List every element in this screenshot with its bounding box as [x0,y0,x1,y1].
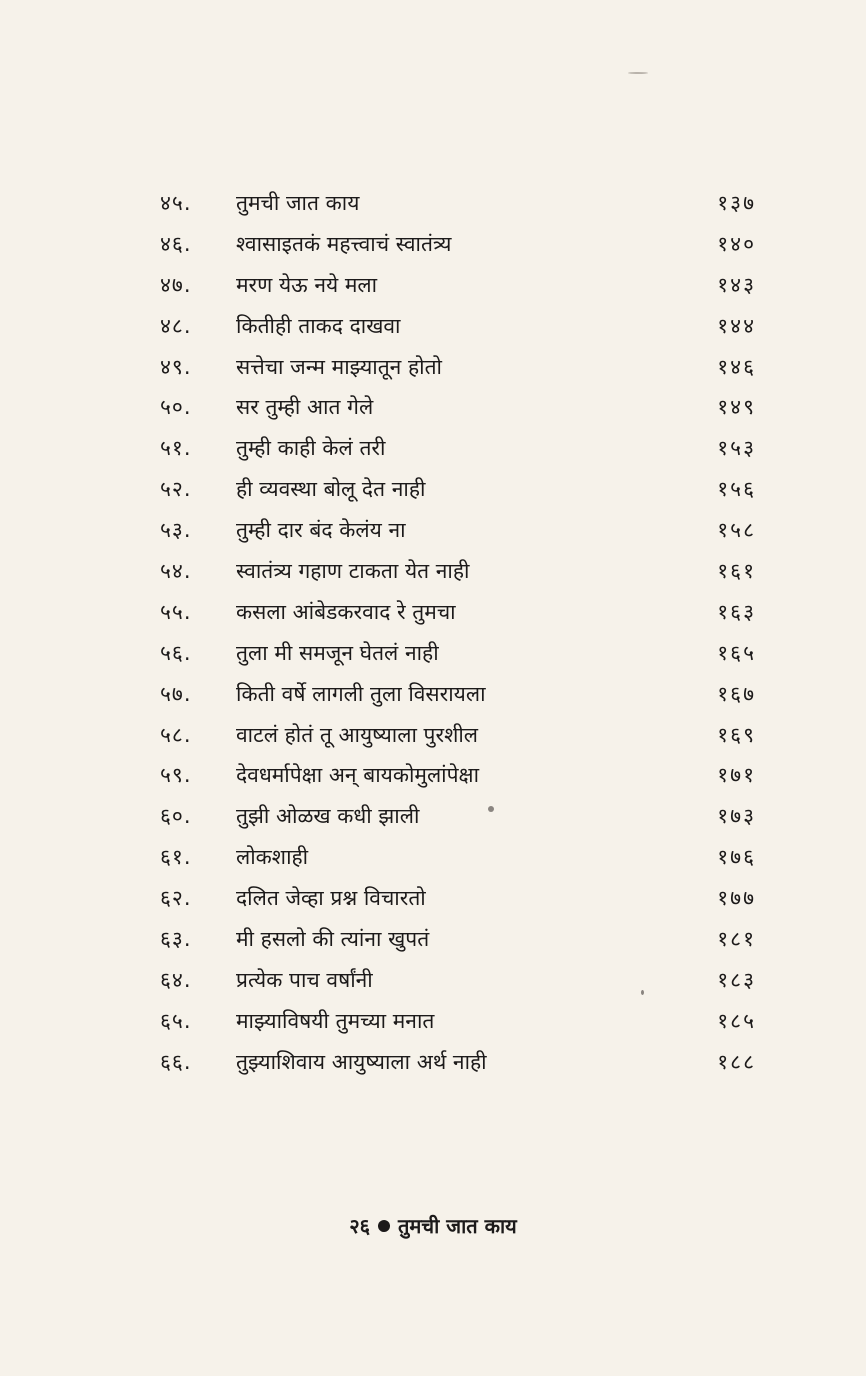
toc-entry [160,878,756,919]
toc-entry-title: दलित जेव्हा प्रश्न विचारतो [236,886,426,911]
toc-entry-title: तुझी ओळख कधी झाली [236,804,420,829]
toc-entry-number: ४६. [160,231,192,256]
toc-entry [160,1042,756,1083]
toc-entry-page: १८८ [717,1049,756,1074]
toc-entry-title: स्वातंत्र्य गहाण टाकता येत नाही [236,559,470,584]
toc-entry-title: वाटलं होतं तू आयुष्याला पुरशील [236,722,479,747]
toc-entry-title: माझ्याविषयी तुमच्या मनात [236,1008,435,1033]
toc-entry-page: १५६ [717,477,756,502]
toc-entry [160,347,756,388]
toc-entry-page: १८१ [717,927,756,952]
toc-entry-title: श्वासाइतकं महत्त्वाचं स्वातंत्र्य [236,231,452,256]
toc-entry-title: सर तुम्ही आत गेले [236,395,374,420]
toc-entry [160,674,756,715]
toc-entry-title: कसला आंबेडकरवाद रे तुमचा [236,599,456,624]
toc-entry-title: सत्तेचा जन्म माझ्यातून होतो [236,354,443,379]
toc-entry-number: ६६. [160,1049,192,1074]
toc-entry [160,837,756,878]
toc-entry-number: ६५. [160,1008,192,1033]
footer-book-title: तुमची जात काय [398,1214,517,1238]
toc-entry-page: १६९ [717,722,756,747]
toc-entry-number: ५५. [160,599,192,624]
footer-page-number: २६ [349,1214,371,1238]
toc-entry [160,183,756,224]
toc-entry-page: १६५ [717,640,756,665]
toc-entry-title: कितीही ताकद दाखवा [236,313,401,338]
toc-entry-page: १५३ [717,436,756,461]
toc-entry [160,510,756,551]
toc-entry [160,633,756,674]
toc-entry [160,592,756,633]
toc-entry-page: १७६ [717,845,756,870]
toc-entry [160,960,756,1001]
toc-entry [160,1001,756,1042]
toc-entry-number: ५८. [160,722,192,747]
toc-entry-title: तुमची जात काय [236,191,360,215]
toc-entry-number: ४७. [160,272,192,297]
toc-entry-number: ४५. [160,191,192,215]
toc-entry [160,796,756,837]
toc-entry-title: मी हसलो की त्यांना खुपतं [236,927,430,952]
toc-entry-number: ५१. [160,436,192,461]
toc-entry-number: ४९. [160,354,192,379]
toc-entry-page: १८५ [717,1008,756,1033]
toc-entry-page: १४४ [717,313,756,338]
toc-entry-number: ५६. [160,640,192,665]
toc-entry-page: १७१ [717,763,756,788]
toc-entry-number: ५२. [160,477,192,502]
toc-entry-title: ही व्यवस्था बोलू देत नाही [236,477,426,502]
toc-entry-number: ६३. [160,927,192,952]
toc-entry [160,551,756,592]
toc-entry-number: ६०. [160,804,192,829]
toc-entry-number: ५७. [160,681,192,706]
toc-entry [160,387,756,428]
toc-entry [160,224,756,265]
toc-entry-title: लोकशाही [236,845,309,870]
toc-entry [160,469,756,510]
toc-entry [160,306,756,347]
toc-entry-number: ५३. [160,518,192,543]
toc-entry [160,265,756,306]
toc-entry-title: तुझ्याशिवाय आयुष्याला अर्थ नाही [236,1049,487,1074]
toc-entry [160,428,756,469]
page-footer [0,1212,866,1239]
paper-speck [628,72,648,74]
toc-entry-title: देवधर्मापेक्षा अन् बायकोमुलांपेक्षा [236,763,480,788]
toc-entry-page: १६३ [717,599,756,624]
toc-entry-number: ६१. [160,845,192,870]
toc-entry [160,715,756,756]
table-of-contents [160,183,756,1083]
toc-entry-title: किती वर्षे लागली तुला विसरायला [236,681,486,706]
toc-entry-title: तुम्ही काही केलं तरी [236,436,386,461]
bullet-icon [378,1220,390,1232]
toc-entry-number: ५४. [160,559,192,584]
toc-entry-page: १४० [717,231,756,256]
toc-entry-title: तुम्ही दार बंद केलंय ना [236,518,406,543]
toc-entry-page: १४६ [717,354,756,379]
toc-entry-page: १७७ [717,886,756,911]
toc-entry-page: १६१ [717,559,756,584]
toc-entry-page: १४९ [717,395,756,420]
toc-entry-page: १७३ [717,804,756,829]
toc-entry [160,755,756,796]
toc-entry-page: १८३ [717,967,756,992]
toc-entry-page: १४३ [717,272,756,297]
toc-entry-page: १६७ [717,681,756,706]
toc-entry-number: ६४. [160,967,192,992]
toc-entry-number: ४८. [160,313,192,338]
toc-entry-number: ६२. [160,886,192,911]
toc-entry-title: प्रत्येक पाच वर्षांनी [236,967,373,992]
toc-entry-page: १३७ [717,191,756,215]
toc-entry-title: तुला मी समजून घेतलं नाही [236,640,439,665]
toc-entry-title: मरण येऊ नये मला [236,272,378,297]
toc-entry-page: १५८ [717,518,756,543]
toc-entry [160,919,756,960]
toc-entry-number: ५९. [160,763,192,788]
toc-entry-number: ५०. [160,395,192,420]
